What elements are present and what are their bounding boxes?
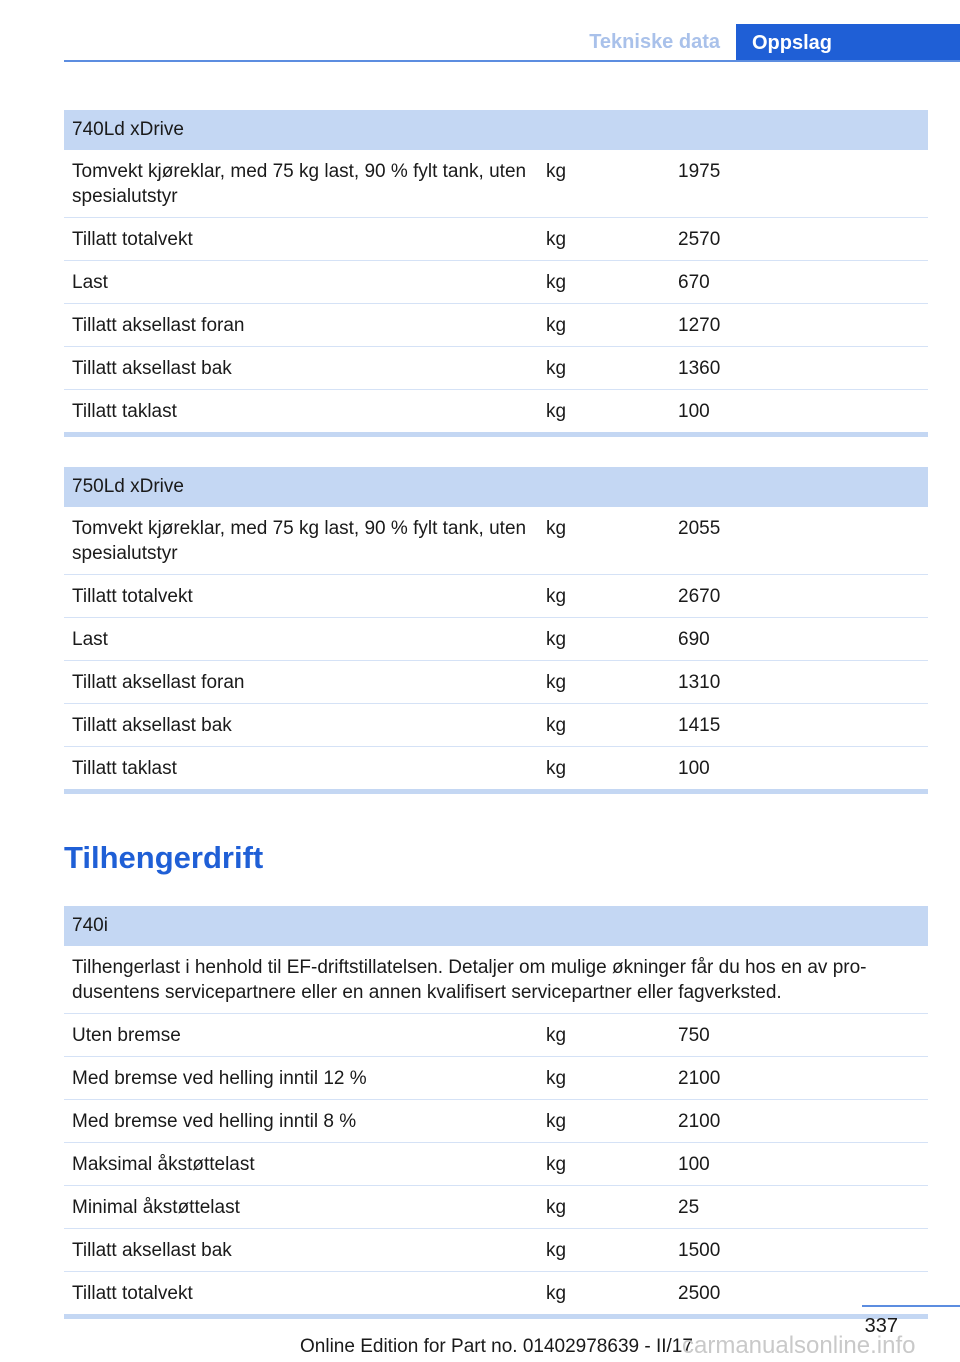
row-label: Med bremse ved helling inntil 12 % <box>64 1057 538 1100</box>
row-unit: kg <box>538 150 670 218</box>
table-row <box>64 390 928 435</box>
row-value: 670 <box>670 261 928 304</box>
row-label: Tomvekt kjøreklar, med 75 kg last, 90 % fylt tank, uten spesialutstyr <box>64 507 538 575</box>
table-note-row <box>64 946 928 1014</box>
row-label: Tillatt aksellast foran <box>64 661 538 704</box>
row-value: 2500 <box>670 1272 928 1317</box>
table-row <box>64 1229 928 1272</box>
table-row <box>64 1186 928 1229</box>
row-label: Tomvekt kjøreklar, med 75 kg last, 90 % fylt tank, uten spesialutstyr <box>64 150 538 218</box>
table-header-row <box>64 110 928 150</box>
watermark: carmanualsonline.info <box>682 1332 916 1359</box>
row-label: Tillatt taklast <box>64 747 538 792</box>
table-row <box>64 704 928 747</box>
spec-table-740i-trailer <box>64 906 928 1319</box>
row-value: 1360 <box>670 347 928 390</box>
row-unit: kg <box>538 1100 670 1143</box>
row-label: Last <box>64 261 538 304</box>
row-label: Tillatt aksellast bak <box>64 704 538 747</box>
tab-tekniske-data[interactable]: Tekniske data <box>589 30 720 53</box>
row-unit: kg <box>538 304 670 347</box>
page-number: 337 <box>864 1315 898 1337</box>
table-row <box>64 618 928 661</box>
table-note: Tilhengerlast i henhold til EF-driftstillatelsen. Detaljer om mulige økninger får du hos en av produsentens servicepartnere eller en annen kvalifisert servicepartner eller fagverksted. <box>64 946 928 1014</box>
row-value: 1270 <box>670 304 928 347</box>
table-row <box>64 1272 928 1317</box>
row-label: Tillatt totalvekt <box>64 575 538 618</box>
row-value: 25 <box>670 1186 928 1229</box>
row-value: 2570 <box>670 218 928 261</box>
section-heading: Tilhengerdrift <box>64 840 264 875</box>
spec-table-750ld <box>64 467 928 794</box>
footer-divider <box>862 1305 960 1307</box>
row-unit: kg <box>538 704 670 747</box>
row-unit: kg <box>538 261 670 304</box>
row-label: Minimal åkstøttelast <box>64 1186 538 1229</box>
row-value: 100 <box>670 390 928 435</box>
table-row <box>64 150 928 218</box>
table-title: 740i <box>64 906 928 946</box>
table-row <box>64 347 928 390</box>
row-unit: kg <box>538 661 670 704</box>
row-label: Last <box>64 618 538 661</box>
row-unit: kg <box>538 575 670 618</box>
table-row <box>64 747 928 792</box>
row-label: Tillatt aksellast bak <box>64 347 538 390</box>
tab-oppslag[interactable]: Oppslag <box>736 24 960 62</box>
row-unit: kg <box>538 347 670 390</box>
table-row <box>64 1014 928 1057</box>
row-unit: kg <box>538 507 670 575</box>
spec-table-740ld <box>64 110 928 437</box>
row-label: Maksimal åkstøttelast <box>64 1143 538 1186</box>
table-spacer <box>64 437 928 467</box>
row-value: 750 <box>670 1014 928 1057</box>
row-value: 1975 <box>670 150 928 218</box>
row-unit: kg <box>538 618 670 661</box>
row-value: 690 <box>670 618 928 661</box>
row-unit: kg <box>538 1272 670 1317</box>
row-value: 2100 <box>670 1100 928 1143</box>
table-row <box>64 1057 928 1100</box>
table-header-row <box>64 467 928 507</box>
table-row <box>64 575 928 618</box>
row-value: 100 <box>670 1143 928 1186</box>
table-row <box>64 261 928 304</box>
edition-note: Online Edition for Part no. 01402978639 - II/17 <box>300 1336 693 1357</box>
table-row <box>64 661 928 704</box>
row-unit: kg <box>538 1057 670 1100</box>
row-unit: kg <box>538 1143 670 1186</box>
row-label: Tillatt totalvekt <box>64 218 538 261</box>
table-row <box>64 218 928 261</box>
row-unit: kg <box>538 1229 670 1272</box>
row-value: 2055 <box>670 507 928 575</box>
header-divider <box>64 60 960 62</box>
row-value: 1415 <box>670 704 928 747</box>
row-unit: kg <box>538 747 670 792</box>
row-label: Uten bremse <box>64 1014 538 1057</box>
main-content <box>64 110 928 1319</box>
row-label: Tillatt aksellast foran <box>64 304 538 347</box>
row-value: 2670 <box>670 575 928 618</box>
page-header <box>0 0 960 62</box>
table-row <box>64 1143 928 1186</box>
row-label: Tillatt aksellast bak <box>64 1229 538 1272</box>
table-row <box>64 304 928 347</box>
row-label: Tillatt taklast <box>64 390 538 435</box>
row-label: Tillatt totalvekt <box>64 1272 538 1317</box>
row-value: 2100 <box>670 1057 928 1100</box>
row-value: 1310 <box>670 661 928 704</box>
row-unit: kg <box>538 218 670 261</box>
row-unit: kg <box>538 1186 670 1229</box>
row-value: 100 <box>670 747 928 792</box>
row-unit: kg <box>538 1014 670 1057</box>
table-header-row <box>64 906 928 946</box>
row-label: Med bremse ved helling inntil 8 % <box>64 1100 538 1143</box>
row-value: 1500 <box>670 1229 928 1272</box>
table-row <box>64 507 928 575</box>
table-row <box>64 1100 928 1143</box>
table-title: 740Ld xDrive <box>64 110 928 150</box>
table-title: 750Ld xDrive <box>64 467 928 507</box>
row-unit: kg <box>538 390 670 435</box>
